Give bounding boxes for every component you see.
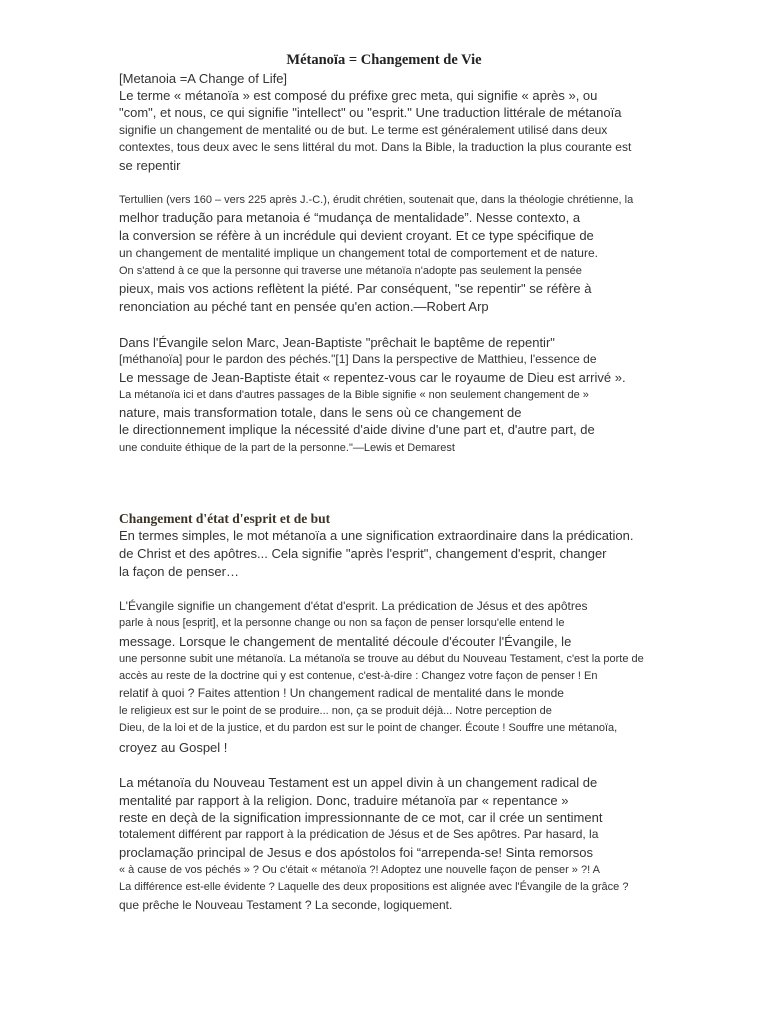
text-line: mentalité par rapport à la religion. Donc, traduire métanoïa par « repentance » — [119, 793, 569, 808]
text-line: [méthanoïa] pour le pardon des péchés."[1] Dans la perspective de Matthieu, l'essence de — [119, 352, 597, 366]
text-line: de Christ et des apôtres... Cela signifie "après l'esprit", changement d'esprit, changer — [119, 546, 607, 561]
text-line: La métanoïa du Nouveau Testament est un appel divin à un changement radical de — [119, 775, 598, 790]
text-line: parle à nous [esprit], et la personne change ou non sa façon de penser lorsqu'elle entend le — [119, 617, 565, 629]
text-line: totalement différent par rapport à la prédication de Jésus et de Ses apôtres. Par hasard, la — [119, 827, 599, 841]
text-line: Le message de Jean-Baptiste était « repentez-vous car le royaume de Dieu est arrivé ». — [119, 370, 626, 385]
text-line: que prêche le Nouveau Testament ? La seconde, logiquement. — [119, 898, 453, 912]
text-line: relatif à quoi ? Faites attention ! Un changement radical de mentalité dans le monde — [119, 686, 564, 700]
text-line: un changement de mentalité implique un changement total de comportement et de nature. — [119, 246, 598, 260]
text-line: On s'attend à ce que la personne qui traverse une métanoïa n'adopte pas seulement la pensée — [119, 265, 582, 277]
text-line: croyez au Gospel ! — [119, 740, 228, 755]
text-line: Dieu, de la loi et de la justice, et du pardon est sur le point de changer. Écoute ! Souffre une métanoïa, — [119, 722, 618, 734]
text-line: message. Lorsque le changement de mentalité découle d'écouter l'Évangile, le — [119, 634, 572, 649]
document-title: Métanoïa = Changement de Vie — [286, 52, 482, 68]
text-line: une personne subit une métanoïa. La métanoïa se trouve au début du Nouveau Testament, c'est la porte de — [119, 653, 644, 665]
text-line: se repentir — [119, 158, 181, 173]
text-line: pieux, mais vos actions reflètent la piété. Par conséquent, "se repentir" se réfère à — [119, 281, 592, 296]
text-line: une conduite éthique de la part de la personne."—Lewis et Demarest — [119, 442, 455, 454]
text-line: La différence est-elle évidente ? Laquelle des deux propositions est alignée avec l'Évangile de la grâce ? — [119, 881, 629, 893]
text-line: La métanoïa ici et dans d'autres passages de la Bible signifie « non seulement changement de » — [119, 389, 589, 401]
text-line: nature, mais transformation totale, dans le sens où ce changement de — [119, 405, 522, 420]
text-line: « à cause de vos péchés » ? Ou c'était « métanoïa ?! Adoptez une nouvelle façon de penser » ?! A — [119, 864, 600, 876]
text-line: Tertullien (vers 160 – vers 225 après J.-C.), érudit chrétien, soutenait que, dans la théologie chrétienne, la — [119, 194, 634, 206]
text-line: la conversion se réfère à un incrédule qui devient croyant. Et ce type spécifique de — [119, 228, 594, 243]
text-line: la façon de penser… — [119, 564, 239, 579]
text-line: proclamação principal de Jesus e dos apóstolos foi “arrependa-se! Sinta remorsos — [119, 845, 594, 860]
text-line: Le terme « métanoïa » est composé du préfixe grec meta, qui signifie « après », ou — [119, 88, 598, 103]
text-line: contextes, tous deux avec le sens littéral du mot. Dans la Bible, la traduction la plus courante est — [119, 140, 632, 154]
text-line: le religieux est sur le point de se produire... non, ça se produit déjà... Notre perception de — [119, 705, 552, 717]
text-line: L'Évangile signifie un changement d'état d'esprit. La prédication de Jésus et des apôtres — [119, 599, 588, 613]
text-line: "com", et nous, ce qui signifie "intellect" ou "esprit." Une traduction littérale de métanoïa — [119, 105, 622, 120]
text-line: melhor tradução para metanoia é “mudança de mentalidade”. Nesse contexto, a — [119, 210, 581, 225]
text-line: le directionnement implique la nécessité d'aide divine d'une part et, d'autre part, de — [119, 422, 595, 437]
text-line: signifie un changement de mentalité ou de but. Le terme est généralement utilisé dans deux — [119, 123, 608, 137]
text-line: Dans l'Évangile selon Marc, Jean-Baptiste "prêchait le baptême de repentir" — [119, 335, 555, 350]
text-line: renonciation au péché tant en pensée qu'en action.—Robert Arp — [119, 299, 489, 314]
text-line: reste en deçà de la signification impressionnante de ce mot, car il crée un sentiment — [119, 810, 603, 825]
section-heading: Changement d'état d'esprit et de but — [119, 511, 331, 526]
text-line: En termes simples, le mot métanoïa a une signification extraordinaire dans la prédication. — [119, 528, 634, 543]
text-line: [Metanoia =A Change of Life] — [119, 71, 288, 86]
text-line: accès au reste de la doctrine qui y est contenue, c'est-à-dire : Changez votre façon de penser ! En — [119, 670, 598, 682]
